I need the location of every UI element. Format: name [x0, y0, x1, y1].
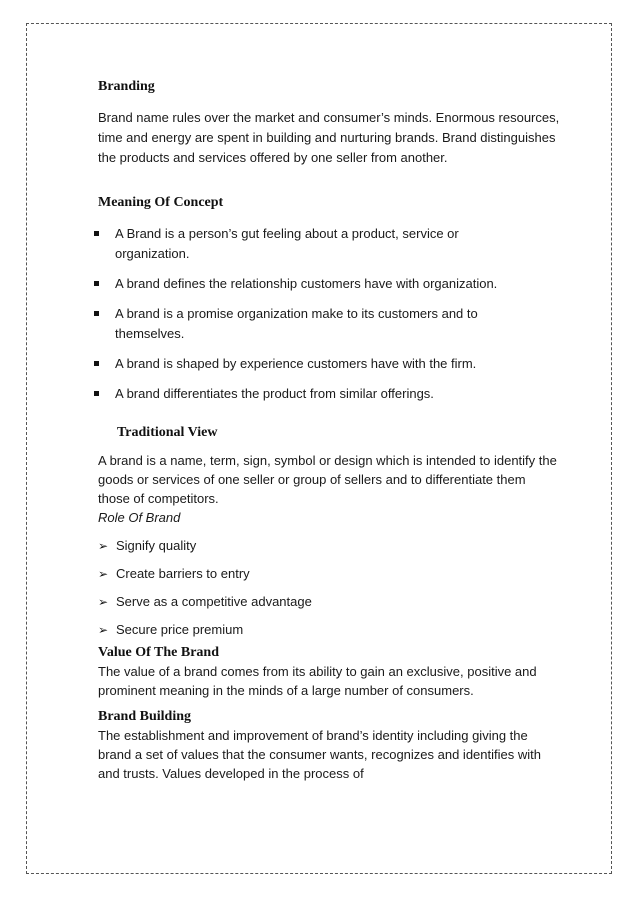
role-item-text: Signify quality [116, 538, 197, 553]
list-item [98, 592, 568, 612]
role-item-text: Secure price premium [116, 622, 244, 637]
meaning-item-text: A Brand is a person’s gut feeling about a product, service or organization. [115, 226, 459, 261]
arrow-bullet-icon: ➢ [98, 595, 109, 609]
square-bullet-icon [94, 361, 99, 366]
list-item [95, 384, 565, 404]
role-list [98, 536, 568, 640]
list-item [98, 620, 568, 640]
list-item [95, 224, 515, 264]
meaning-heading: Meaning Of Concept [98, 195, 224, 210]
arrow-bullet-icon: ➢ [98, 567, 109, 581]
meaning-item-text: A brand is a promise organization make to its customers and to themselves. [115, 306, 478, 341]
meaning-item-text: A brand differentiates the product from similar offerings. [115, 386, 434, 401]
list-item [95, 354, 565, 374]
arrow-bullet-icon: ➢ [98, 539, 109, 553]
square-bullet-icon [94, 281, 99, 286]
traditional-heading: Traditional View [117, 425, 218, 440]
meaning-item-text: A brand is shaped by experience customers have with the firm. [115, 356, 477, 371]
building-paragraph: The establishment and improvement of brand’s identity including giving the brand a set of values that the consumer wants, recognizes and identifies with and trusts. Values developed in the process of [98, 728, 541, 781]
square-bullet-icon [94, 391, 99, 396]
meaning-item-text: A brand defines the relationship customers have with organization. [115, 276, 498, 291]
role-of-brand-label: Role Of Brand [98, 510, 181, 525]
list-item [95, 304, 545, 344]
list-item [95, 274, 565, 294]
value-paragraph: The value of a brand comes from its ability to gain an exclusive, positive and prominent meaning in the minds of a large number of consumers. [98, 664, 537, 698]
traditional-paragraph: A brand is a name, term, sign, symbol or design which is intended to identify the goods or services of one seller or group of sellers and to differentiate them those of competitors. [98, 453, 557, 506]
meaning-list [95, 224, 565, 404]
branding-paragraph: Brand name rules over the market and consumer’s minds. Enormous resources, time and energy are spent in building and nurturing brands. Brand distinguishes the products and services offered by one seller from another. [98, 110, 560, 165]
role-item-text: Serve as a competitive advantage [116, 594, 312, 609]
square-bullet-icon [94, 311, 99, 316]
building-heading: Brand Building [98, 709, 191, 724]
list-item [98, 536, 568, 556]
list-item [98, 564, 568, 584]
role-item-text: Create barriers to entry [116, 566, 250, 581]
arrow-bullet-icon: ➢ [98, 623, 109, 637]
value-heading: Value Of The Brand [98, 645, 219, 660]
branding-heading: Branding [98, 79, 155, 94]
square-bullet-icon [94, 231, 99, 236]
page-content [98, 78, 568, 783]
